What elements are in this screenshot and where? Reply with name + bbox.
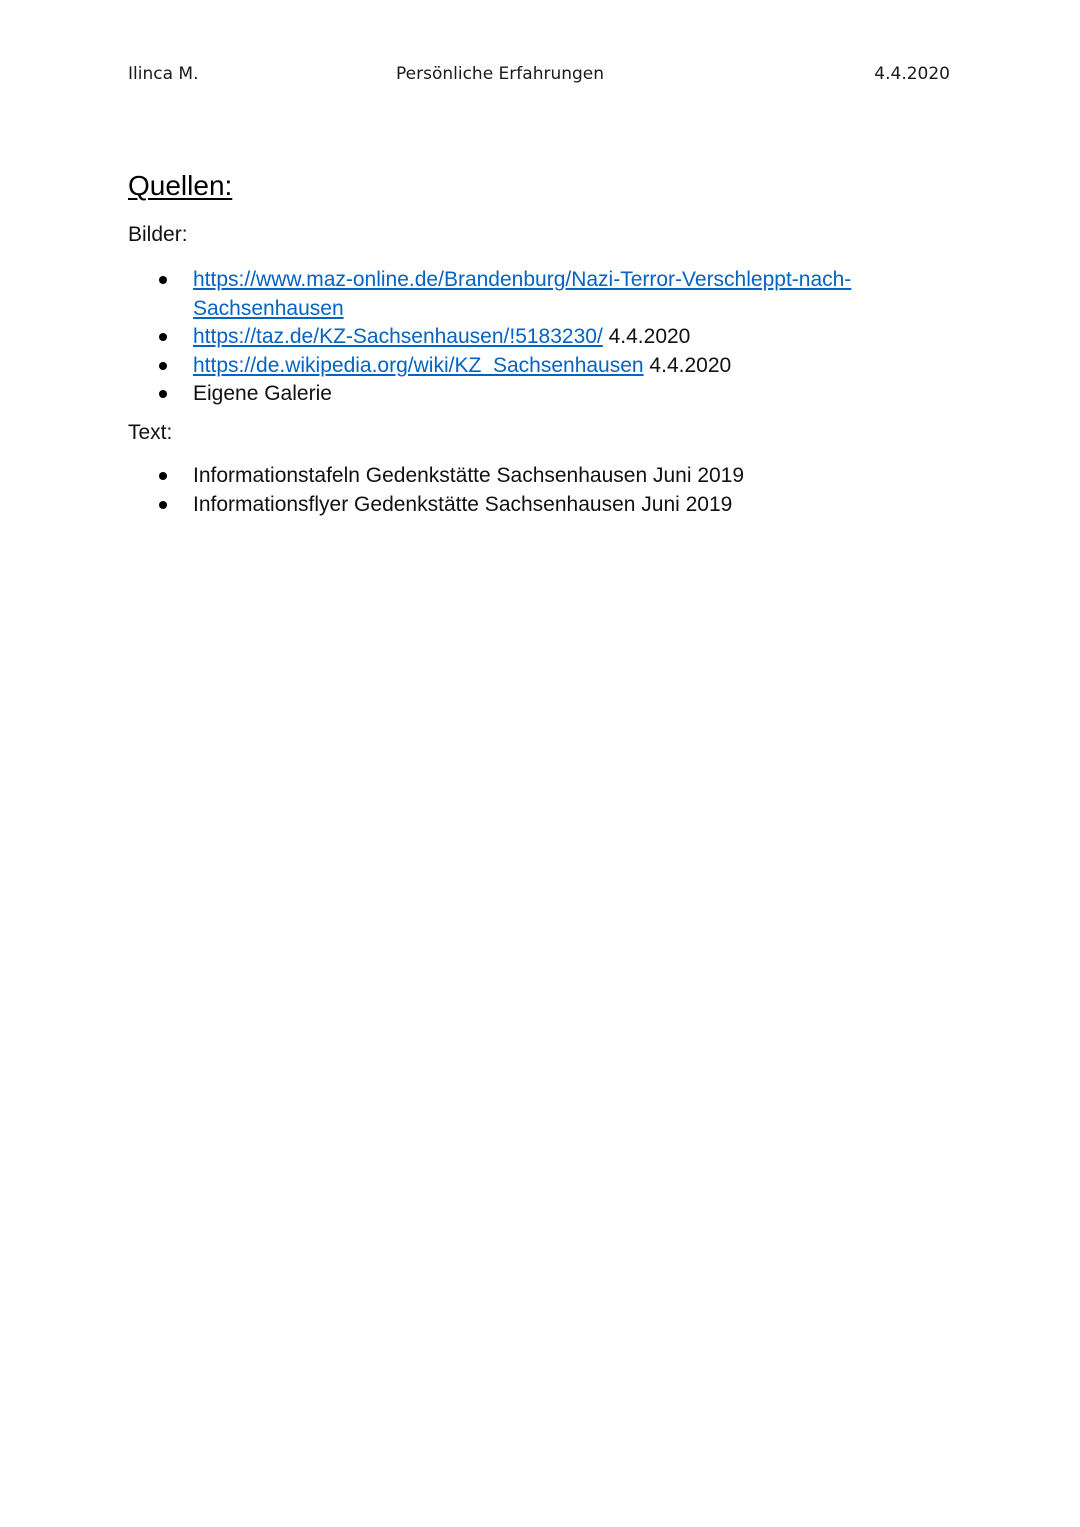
list-item: [128, 352, 928, 381]
source-own-gallery: Eigene Galerie: [193, 382, 332, 405]
source-link-taz[interactable]: https://taz.de/KZ-Sachsenhausen/!5183230/: [193, 325, 603, 348]
header-date: 4.4.2020: [874, 64, 950, 84]
list-item: [128, 380, 928, 409]
source-link-maz[interactable]: [193, 268, 851, 320]
list-item: [128, 462, 928, 491]
source-date: 4.4.2020: [602, 325, 691, 348]
source-date: 4.4.2020: [643, 353, 732, 377]
sources-heading: Quellen:: [128, 170, 233, 201]
text-section-label: Text:: [128, 421, 173, 444]
bullet-icon: [159, 472, 167, 480]
header-title: Persönliche Erfahrungen: [396, 64, 605, 84]
bullet-icon: [159, 501, 167, 509]
bullet-icon: [159, 390, 167, 398]
source-link-maz-line1: https://www.maz-online.de/Brandenburg/Nazi-Terror-Verschleppt-nach-: [193, 268, 852, 291]
images-source-list: [128, 266, 928, 409]
list-item: [128, 491, 928, 520]
bullet-icon: [159, 362, 167, 370]
list-item: [128, 323, 928, 352]
list-item: [128, 266, 928, 323]
header-author: Ilinca M.: [128, 64, 199, 84]
source-link-wikipedia[interactable]: https://de.wikipedia.org/wiki/KZ_Sachsenhausen: [193, 353, 644, 377]
source-link-maz-line2: Sachsenhausen: [193, 296, 344, 320]
bullet-icon: [159, 276, 167, 284]
text-source-list: [128, 462, 928, 519]
images-section-label: Bilder:: [128, 223, 188, 246]
source-info-flyer: Informationsflyer Gedenkstätte Sachsenhausen Juni 2019: [193, 492, 733, 516]
page-header: [128, 64, 950, 90]
bullet-icon: [159, 333, 167, 341]
source-info-boards: Informationstafeln Gedenkstätte Sachsenhausen Juni 2019: [193, 464, 745, 487]
